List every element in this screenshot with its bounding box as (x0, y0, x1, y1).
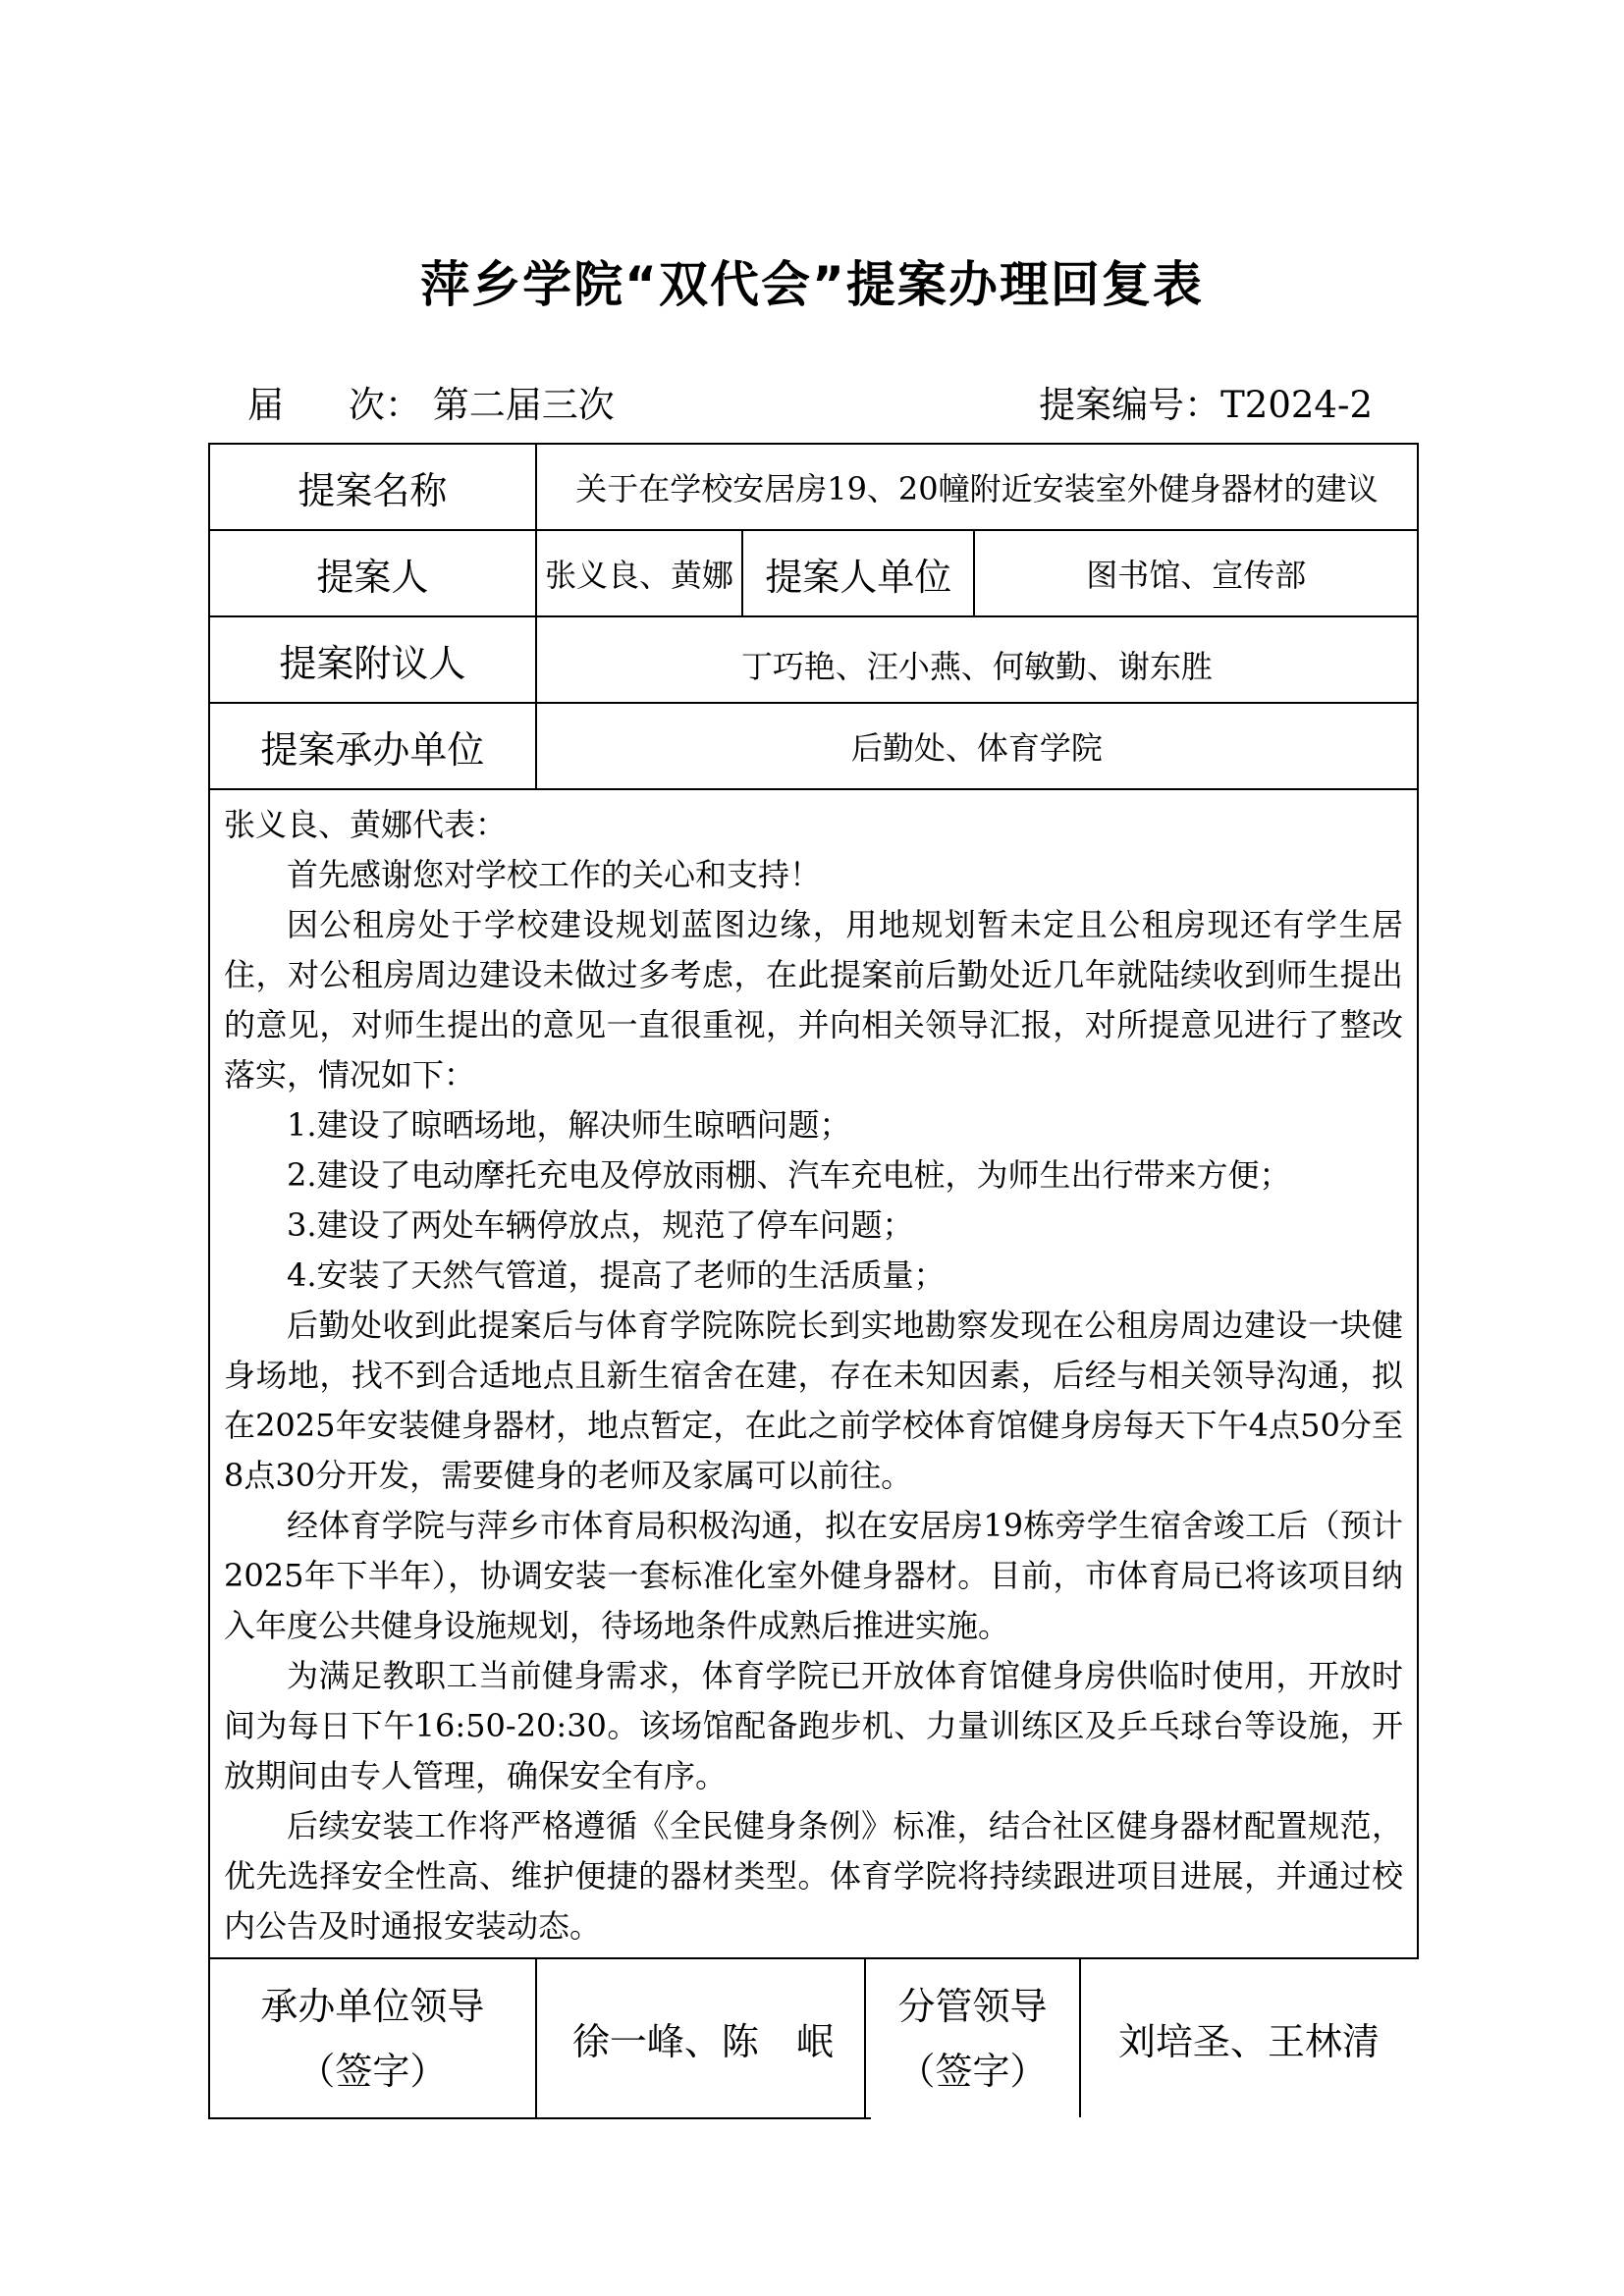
proposal-name-label: 提案名称 (209, 444, 536, 530)
proposal-name-value: 关于在学校安居房19、20幢附近安装室外健身器材的建议 (536, 444, 1418, 530)
proposer-unit-value: 图书馆、宣传部 (974, 530, 1418, 616)
cosigner-label: 提案附议人 (209, 616, 536, 703)
session-label-2: 次： (349, 384, 421, 426)
reply-paragraph: 首先感谢您对学校工作的关心和支持！ (287, 856, 822, 893)
proposer-value: 张义良、黄娜 (536, 530, 742, 616)
proposal-number-line (1039, 375, 1373, 428)
session-label-1: 届 (247, 384, 284, 426)
reply-paragraph: 因公租房处于学校建设规划蓝图边缘，用地规划暂未定且公租房现还有学生居住，对公租房周边建设未做过多考虑，在此提案前后勤处近几年就陆续收到师生提出的意见，对师生提出的意见一直很重视，并向相关领导汇报，对所提意见进行了整改落实，情况如下： (224, 906, 1403, 1094)
handler-leader-sign-note: （签字） (298, 2049, 448, 2093)
proposal-number-label: 提案编号： (1039, 384, 1221, 426)
reply-list-item: 4.安装了天然气管道，提高了老师的生活质量； (287, 1256, 946, 1294)
reply-paragraph: 后续安装工作将严格遵循《全民健身条例》标准，结合社区健身器材配置规范，优先选择安全性高、维护便捷的器材类型。体育学院将持续跟进项目进展，并通过校内公告及时通报安装动态。 (224, 1807, 1403, 1945)
document-title: 萍乡学院“双代会”提案办理回复表 (420, 256, 1204, 313)
reply-body (209, 789, 1418, 1958)
proposer-unit-label: 提案人单位 (742, 530, 974, 616)
reply-list-item: 1.建设了晾晒场地，解决师生晾晒问题； (287, 1106, 851, 1144)
reply-paragraph: 后勤处收到此提案后与体育学院陈院长到实地勘察发现在公租房周边建设一块健身场地，找不到合适地点且新生宿舍在建，存在未知因素，后经与相关领导沟通，拟在2025年安装健身器材，地点暂定，在此之前学校体育馆健身房每天下午4点50分至8点30分开发，需要健身的老师及家属可以前往。 (224, 1307, 1403, 1494)
handler-unit-label: 提案承办单位 (209, 703, 536, 789)
supervisor-label-cell (864, 1959, 1081, 2117)
supervisor-value-cell (1081, 1960, 1417, 2116)
handler-unit-value: 后勤处、体育学院 (536, 703, 1418, 789)
proposal-number: T2024-2 (1220, 384, 1373, 426)
cosigner-value: 丁巧艳、汪小燕、何敏勤、谢东胜 (536, 616, 1418, 703)
handler-leader-value: 徐一峰、陈 岷 (536, 1958, 870, 2118)
reply-paragraph: 经体育学院与萍乡市体育局积极沟通，拟在安居房19栋旁学生宿舍竣工后（预计2025年下半年），协调安装一套标准化室外健身器材。目前，市体育局已将该项目纳入年度公共健身设施规划，待场地条件成熟后推进实施。 (224, 1507, 1403, 1644)
reply-paragraph: 为满足教职工当前健身需求，体育学院已开放体育馆健身房供临时使用，开放时间为每日下午16:50-20:30。该场馆配备跑步机、力量训练区及乒乓球台等设施，开放期间由专人管理，确保安全有序。 (224, 1657, 1403, 1794)
reply-salutation: 张义良、黄娜代表： (224, 806, 508, 843)
reply-list-item: 2.建设了电动摩托充电及停放雨棚、汽车充电桩，为师生出行带来方便； (287, 1156, 1291, 1194)
supervisor-sign-note: （签字） (897, 2049, 1048, 2093)
session-line (247, 375, 615, 428)
supervisor-label: 分管领导 (897, 1984, 1048, 2028)
proposer-label: 提案人 (209, 530, 536, 616)
session-value: 第二届三次 (432, 384, 615, 426)
reply-list-item: 3.建设了两处车辆停放点，规范了停车问题； (287, 1206, 914, 1244)
handler-leader-label-cell (209, 1958, 536, 2118)
handler-leader-label: 承办单位领导 (260, 1984, 485, 2028)
proposal-table (208, 443, 1419, 2119)
supervisor-value: 刘培圣、王林清 (1117, 2020, 1380, 2063)
